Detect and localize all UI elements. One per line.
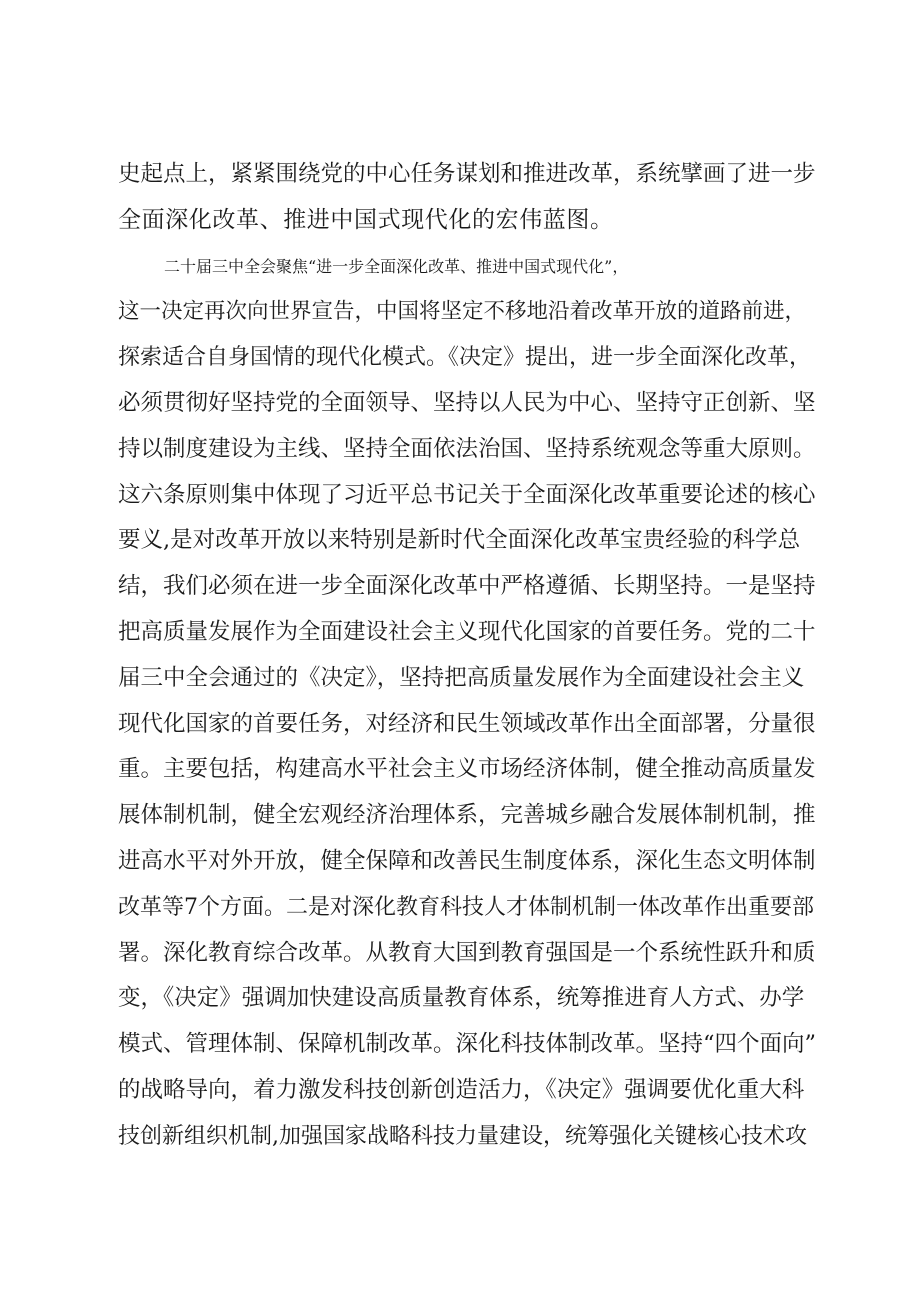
text-line: 技创新组织机制,加强国家战略科技力量建设，统筹强化关键核心技术攻 bbox=[118, 1123, 807, 1149]
text-line: 变，《决定》强调加快建设高质量教育体系，统筹推进育人方式、办学 bbox=[118, 985, 805, 1012]
text-line: 署。深化教育综合改革。从教育大国到教育强国是一个系统性跃升和质 bbox=[118, 939, 816, 966]
text-line: 这六条原则集中体现了习近平总书记关于全面深化改革重要论述的核心 bbox=[118, 481, 816, 508]
text-line: 进高水平对外开放，健全保障和改善民生制度体系，深化生态文明体制 bbox=[118, 847, 816, 874]
text-line: 史起点上，紧紧围绕党的中心任务谋划和推进改革，系统擘画了进一步 bbox=[118, 161, 816, 187]
text-line: 现代化国家的首要任务，对经济和民生领域改革作出全面部署，分量很 bbox=[118, 710, 816, 737]
text-line: 的战略导向，着力激发科技创新创造活力，《决定》强调要优化重大科 bbox=[118, 1076, 805, 1103]
text-line: 重。主要包括，构建高水平社会主义市场经济体制，健全推动高质量发 bbox=[118, 756, 816, 783]
text-line: 全面深化改革、推进中国式现代化的宏伟蓝图。 bbox=[118, 206, 614, 233]
text-line: 结，我们必须在进一步全面深化改革中严格遵循、长期坚持。一是坚持 bbox=[118, 573, 816, 600]
text-line: 这一决定再次向世界宣告，中国将坚定不移地沿着改革开放的道路前进， bbox=[118, 299, 807, 325]
text-line: 持以制度建设为主线、坚持全面依法治国、坚持系统观念等重大原则。 bbox=[118, 435, 816, 462]
text-line: 把高质量发展作为全面建设社会主义现代化国家的首要任务。党的二十 bbox=[118, 618, 816, 645]
text-line: 必须贯彻好坚持党的全面领导、坚持以人民为中心、坚持守正创新、坚 bbox=[118, 389, 816, 416]
text-line: 展体制机制，健全宏观经济治理体系，完善城乡融合发展体制机制，推 bbox=[118, 802, 816, 829]
text-line: 要义,是对改革开放以来特别是新时代全面深化改革宝贵经验的科学总 bbox=[118, 527, 801, 554]
text-line: 模式、管理体制、保障机制改革。深化科技体制改革。坚持“四个面向” bbox=[118, 1031, 817, 1058]
body-text bbox=[118, 152, 818, 1160]
text-line: 届三中全会通过的《决定》，坚持把高质量发展作为全面建设社会主义 bbox=[118, 664, 805, 691]
paragraph-first-line: 二十届三中全会聚焦“进一步全面深化改革、推进中国式现代化”， bbox=[164, 256, 629, 276]
text-line: 探索适合自身国情的现代化模式。《决定》提出，进一步全面深化改革， bbox=[118, 345, 812, 371]
text-line: 改革等7个方面。二是对深化教育科技人才体制机制一体改革作出重要部 bbox=[118, 894, 814, 920]
